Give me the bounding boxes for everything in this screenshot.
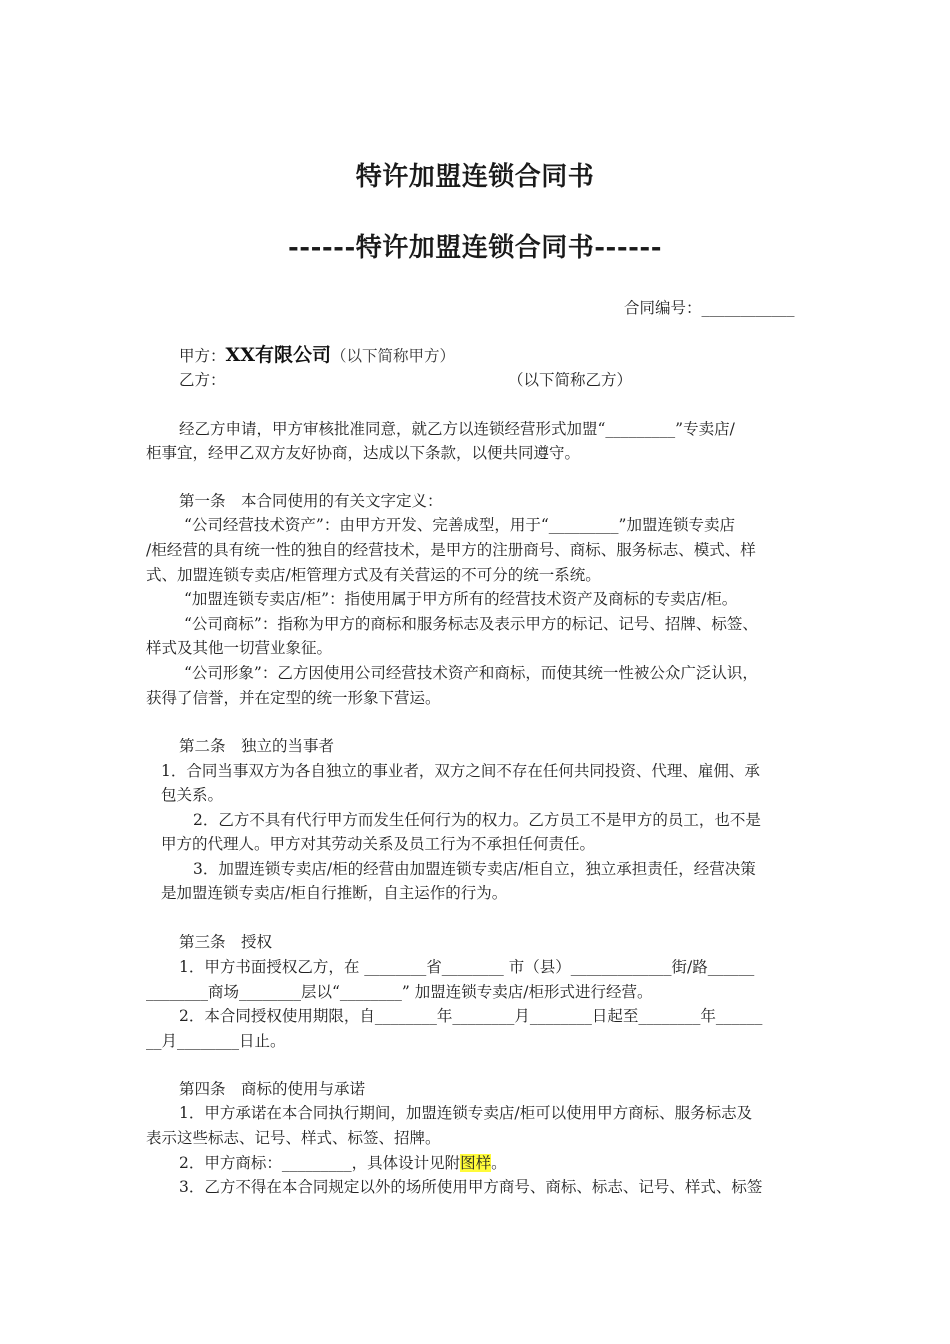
article3-heading: 第三条 授权 bbox=[179, 933, 273, 951]
article3-line-2: ________商场________层以“________” 加盟连锁专卖店/柜形式进行经营。 bbox=[146, 983, 653, 1001]
article2-line-6: 是加盟连锁专卖店/柜自行推断，自主运作的行为。 bbox=[161, 884, 508, 902]
article2-line-1: 1．合同当事双方为各自独立的事业者，双方之间不存在任何共同投资、代理、雇佣、承 bbox=[161, 762, 760, 780]
article4-heading: 第四条 商标的使用与承诺 bbox=[179, 1080, 366, 1098]
article4-trademark-line bbox=[179, 1153, 507, 1173]
document-title: 特许加盟连锁合同书 bbox=[355, 162, 595, 192]
party-b-note: （以下简称乙方） bbox=[508, 371, 633, 389]
intro-line-1: 经乙方申请，甲方审核批准同意，就乙方以连锁经营形式加盟“_________”专卖店/ bbox=[179, 420, 735, 438]
party-a-name: XX有限公司 bbox=[225, 344, 331, 366]
article1-line-1: “公司经营技术资产”：由甲方开发、完善成型，用于“_________”加盟连锁专卖店 bbox=[184, 516, 735, 534]
article1-line-2: /柜经营的具有统一性的独自的经营技术，是甲方的注册商号、商标、服务标志、模式、样 bbox=[146, 541, 756, 559]
article2-line-2: 包关系。 bbox=[161, 786, 224, 804]
article1-line-4: “加盟连锁专卖店/柜”：指使用属于甲方所有的经营技术资产及商标的专卖店/柜。 bbox=[184, 590, 738, 608]
intro-line-2: 柜事宜，经甲乙双方友好协商，达成以下条款，以便共同遵守。 bbox=[146, 444, 581, 462]
party-a-note: （以下简称甲方） bbox=[331, 347, 456, 365]
article1-line-3: 式、加盟连锁专卖店/柜管理方式及有关营运的不可分的统一系统。 bbox=[146, 566, 601, 584]
article4-line-2: 表示这些标志、记号、样式、标签、招牌。 bbox=[146, 1129, 441, 1147]
article2-heading: 第二条 独立的当事者 bbox=[179, 737, 335, 755]
article3-line-4: __月________日止。 bbox=[146, 1032, 286, 1050]
article1-heading: 第一条 本合同使用的有关文字定义： bbox=[179, 492, 443, 510]
article3-line-3: 2．本合同授权使用期限，自________年________月________日起至________年______ bbox=[179, 1007, 763, 1025]
party-a-line bbox=[179, 345, 455, 366]
contract-number: 合同编号：____________ bbox=[624, 299, 795, 317]
trademark-prefix: 2．甲方商标：_________，具体设计见附 bbox=[179, 1154, 461, 1172]
article1-line-8: 获得了信誉，并在定型的统一形象下营运。 bbox=[146, 689, 441, 707]
article2-line-5: 3．加盟连锁专卖店/柜的经营由加盟连锁专卖店/柜自立，独立承担责任，经营决策 bbox=[193, 860, 756, 878]
article1-line-6: 样式及其他一切营业象征。 bbox=[146, 639, 333, 657]
article3-line-1: 1．甲方书面授权乙方，在 ________省________ 市（县）_____________街/路______ bbox=[179, 958, 755, 976]
article2-line-4: 甲方的代理人。甲方对其劳动关系及员工行为不承担任何责任。 bbox=[161, 835, 596, 853]
article4-line-3: 3．乙方不得在本合同规定以外的场所使用甲方商号、商标、标志、记号、样式、标签 bbox=[179, 1178, 763, 1196]
article1-line-7: “公司形象”：乙方因使用公司经营技术资产和商标，而使其统一性被公众广泛认识， bbox=[184, 664, 758, 682]
party-b-label: 乙方： bbox=[179, 371, 226, 389]
party-a-label: 甲方： bbox=[179, 347, 226, 365]
trademark-suffix: 。 bbox=[491, 1154, 507, 1172]
document-subtitle: ------特许加盟连锁合同书------ bbox=[288, 233, 662, 263]
article2-line-3: 2．乙方不具有代行甲方而发生任何行为的权力。乙方员工不是甲方的员工，也不是 bbox=[193, 811, 761, 829]
highlighted-figure-reference: 图样 bbox=[460, 1154, 492, 1172]
article1-line-5: “公司商标”：指称为甲方的商标和服务标志及表示甲方的标记、记号、招牌、标签、 bbox=[184, 615, 758, 633]
article4-line-1: 1．甲方承诺在本合同执行期间，加盟连锁专卖店/柜可以使用甲方商标、服务标志及 bbox=[179, 1104, 753, 1122]
